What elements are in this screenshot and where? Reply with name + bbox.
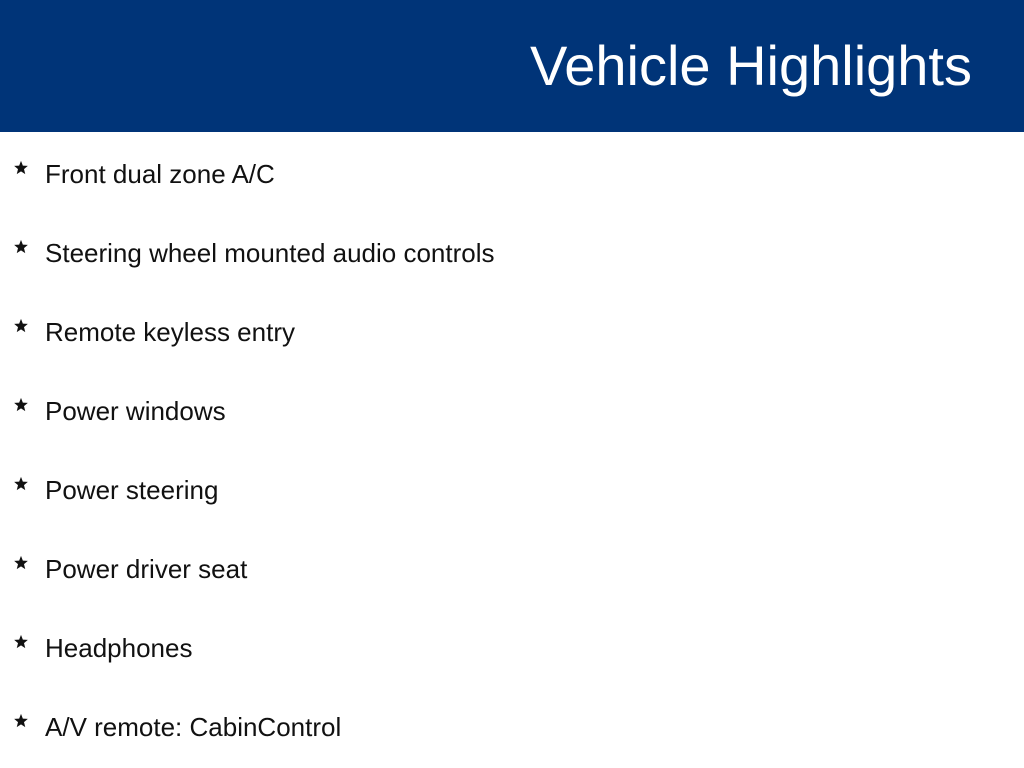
list-item <box>0 627 1024 667</box>
star-icon <box>11 632 31 652</box>
star-icon <box>11 711 31 731</box>
list-item-label: Power driver seat <box>45 554 248 584</box>
page-title: Vehicle Highlights <box>529 34 972 97</box>
star-icon <box>11 237 31 257</box>
list-item-label: Power windows <box>45 396 226 426</box>
list-item <box>0 390 1024 430</box>
list-item <box>0 311 1024 351</box>
list-item-label: Remote keyless entry <box>45 317 295 347</box>
star-icon <box>11 316 31 336</box>
highlights-list <box>0 132 1024 768</box>
star-icon <box>11 553 31 573</box>
list-item-label: Steering wheel mounted audio controls <box>45 238 495 268</box>
list-item <box>0 232 1024 272</box>
list-item-label: A/V remote: CabinControl <box>45 712 342 742</box>
list-item <box>0 469 1024 509</box>
star-icon <box>11 395 31 415</box>
list-item <box>0 153 1024 193</box>
star-icon <box>11 158 31 178</box>
header-banner <box>0 0 1024 132</box>
list-item-label: Headphones <box>45 633 193 663</box>
list-item-label: Power steering <box>45 475 219 505</box>
list-item <box>0 706 1024 746</box>
star-icon <box>11 474 31 494</box>
list-item <box>0 548 1024 588</box>
list-item-label: Front dual zone A/C <box>45 159 275 189</box>
